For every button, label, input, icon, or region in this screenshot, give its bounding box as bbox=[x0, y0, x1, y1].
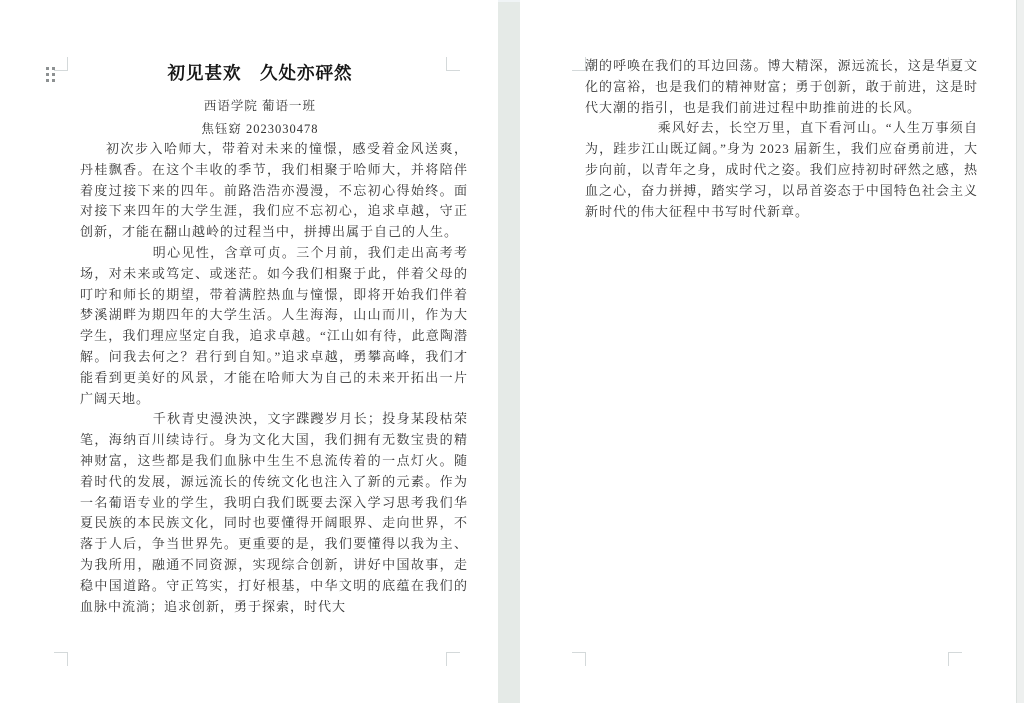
paragraph: 明心见性，含章可贞。三个月前，我们走出高考考场，对未来或笃定、或迷茫。如今我们相聚于此，伴着父母的叮咛和师长的期望，带着满腔热血与憧憬，即将开始我们伴着梦溪湖畔为期四年的大学生活。人生海海，山山而川，作为大学生，我们理应坚定自我，追求卓越。“江山如有待，此意陶潜解。问我去何之？君行到自知。”追求卓越，勇攀高峰，我们才能看到更美好的风景，才能在哈师大为自己的未来开拓出一片广阔天地。 bbox=[80, 244, 468, 406]
scrollbar-rail[interactable] bbox=[1016, 0, 1024, 703]
paragraph: 千秋青史漫泱泱，文字蹀躞岁月长；投身某段枯荣笔，海纳百川续诗行。身为文化大国，我们拥有无数宝贵的精神财富，这些都是我们血脉中生生不息流传着的一点灯火。随着时代的发展，源远流长的传统文化也注入了新的元素。作为一名葡语专业的学生，我明白我们既要去深入学习思考我们华夏民族的本民族文化，同时也要懂得开阔眼界、走向世界，不落于人后，争当世界先。更重要的是，我们要懂得以我为主、为我所用，融通不同资源，实现综合创新，讲好中国故事，走稳中国道路。守正笃实，打好根基，中华文明的底蕴在我们的血脉中流淌；追求创新，勇于探索，时代大 bbox=[80, 411, 468, 614]
document-title: 初见甚欢 久处亦砰然 bbox=[167, 63, 353, 83]
paragraph: 乘风好去，长空万里，直下看河山。“人生万事须自为，跬步江山既辽阔。”身为 2023 届新生，我们应奋勇前进，大步向前，以青年之身，成时代之姿。我们应持初时砰然之感，热血之心，奋力拼搏，踏实学习，以昂首姿态于中国特色社会主义新时代的伟大征程中书写时代新章。 bbox=[585, 120, 978, 219]
paragraph: 初次步入哈师大，带着对未来的憧憬，感受着金风送爽，丹桂飘香。在这个丰收的季节，我们相聚于哈师大，并将陪伴着度过接下来的四年。前路浩浩亦漫漫，不忘初心得始终。面对接下来四年的大学生涯，我们应不忘初心，追求卓越，守正创新，才能在翻山越岭的过程当中，拼搏出属于自己的人生。 bbox=[80, 141, 468, 240]
page-1-body-text[interactable] bbox=[80, 139, 468, 661]
byline-author: 焦钰窈 2023030478 bbox=[201, 122, 319, 136]
page-2-body-text[interactable] bbox=[585, 56, 978, 656]
paragraph: 潮的呼唤在我们的耳边回荡。博大精深，源远流长，这是华夏文化的富裕，也是我们的精神财富；勇于创新，敢于前进，这是时代大潮的指引，也是我们前进过程中助推前进的长风。 bbox=[585, 58, 978, 115]
margin-crop-mark-top-left bbox=[572, 57, 586, 71]
margin-crop-mark-bottom-left bbox=[54, 652, 68, 666]
page-1[interactable] bbox=[0, 0, 498, 703]
byline-class: 西语学院 葡语一班 bbox=[203, 99, 317, 113]
page-2[interactable] bbox=[520, 0, 1017, 703]
margin-crop-mark-bottom-left bbox=[572, 652, 586, 666]
